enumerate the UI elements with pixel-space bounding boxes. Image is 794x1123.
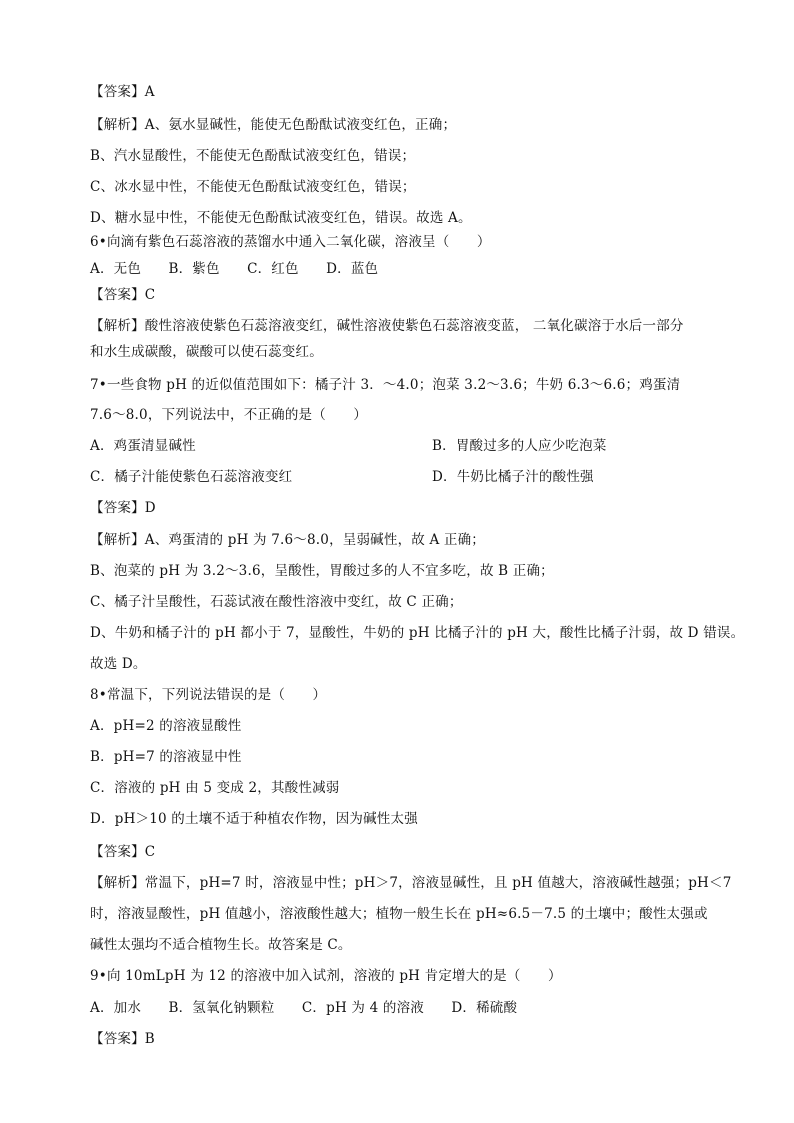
question-7-options-row-1 [90,436,607,456]
answer-q6: 【答案】C [90,287,156,303]
option-a: A．鸡蛋清显碱性 [90,438,196,454]
analysis-q8-line-1: 【解析】常温下，pH=7 时，溶液显中性；pH＞7，溶液显碱性，且 pH 值越大，溶液碱性越强；pH＜7 [90,875,732,891]
answer-q5: 【答案】A [90,84,155,100]
analysis-q5-line-2: B、汽水显酸性，不能使无色酚酞试液变红色，错误； [90,148,416,164]
answer-q8: 【答案】C [90,844,156,860]
analysis-q7-line-2: B、泡菜的 pH 为 3.2～3.6，呈酸性，胃酸过多的人不宜多吃，故 B 正确； [90,563,554,579]
question-6: 6•向滴有紫色石蕊溶液的蒸馏水中通入二氧化碳，溶液呈（ ） [90,234,491,250]
answer-q7: 【答案】D [90,500,156,516]
question-8-option-b: B．pH=7 的溶液显中性 [90,749,242,765]
analysis-q6-line-1: 【解析】酸性溶液使紫色石蕊溶液变红，碱性溶液使紫色石蕊溶液变蓝， 二氧化碳溶于水后一部分 [90,318,684,334]
analysis-q5-line-1: 【解析】A、氨水显碱性，能使无色酚酞试液变红色，正确； [90,117,457,133]
question-8-option-d: D．pH＞10 的土壤不适于种植农作物，因为碱性太强 [90,811,418,827]
question-7-line-2: 7.6～8.0，下列说法中，不正确的是（ ） [90,407,368,423]
analysis-q7-line-5: 故选 D。 [90,656,147,672]
option-d: D．牛奶比橘子汁的酸性强 [432,469,594,485]
question-9: 9•向 10mLpH 为 12 的溶液中加入试剂，溶液的 pH 肯定增大的是（ ） [90,968,562,984]
question-7-options-row-2 [90,467,594,487]
option-c: C．橘子汁能使紫色石蕊溶液变红 [90,469,293,485]
analysis-q5-line-4: D、糖水显中性，不能使无色酚酞试液变红色，错误。故选 A。 [90,210,472,226]
option-b: B．胃酸过多的人应少吃泡菜 [432,438,607,454]
analysis-q5-line-3: C、冰水显中性，不能使无色酚酞试液变红色，错误； [90,179,416,195]
answer-q9: 【答案】B [90,1031,155,1047]
analysis-q8-line-2: 时，溶液显酸性，pH 值越小，溶液酸性越大；植物一般生长在 pH≈6.5－7.5 的土壤中；酸性太强或 [90,906,708,922]
analysis-q7-line-1: 【解析】A、鸡蛋清的 pH 为 7.6～8.0，呈弱碱性，故 A 正确； [90,532,486,548]
question-8-option-a: A．pH=2 的溶液显酸性 [90,718,242,734]
analysis-q8-line-3: 碱性太强均不适合植物生长。故答案是 C。 [90,937,352,953]
analysis-q7-line-3: C、橘子汁呈酸性，石蕊试液在酸性溶液中变红，故 C 正确； [90,594,463,610]
analysis-q7-line-4: D、牛奶和橘子汁的 pH 都小于 7，显酸性，牛奶的 pH 比橘子汁的 pH 大，酸性比橘子汁弱，故 D 错误。 [90,625,745,641]
question-8-option-c: C．溶液的 pH 由 5 变成 2，其酸性减弱 [90,780,340,796]
question-6-options: A．无色 B．紫色 C．红色 D．蓝色 [90,261,379,277]
question-8: 8•常温下，下列说法错误的是（ ） [90,687,327,703]
question-9-options: A．加水 B．氢氧化钠颗粒 C．pH 为 4 的溶液 D．稀硫酸 [90,1000,518,1016]
analysis-q6-line-2: 和水生成碳酸，碳酸可以使石蕊变红。 [90,344,323,360]
question-7-line-1: 7•一些食物 pH 的近似值范围如下：橘子汁 3．～4.0；泡菜 3.2～3.6；牛奶 6.3～6.6；鸡蛋清 [90,377,681,393]
